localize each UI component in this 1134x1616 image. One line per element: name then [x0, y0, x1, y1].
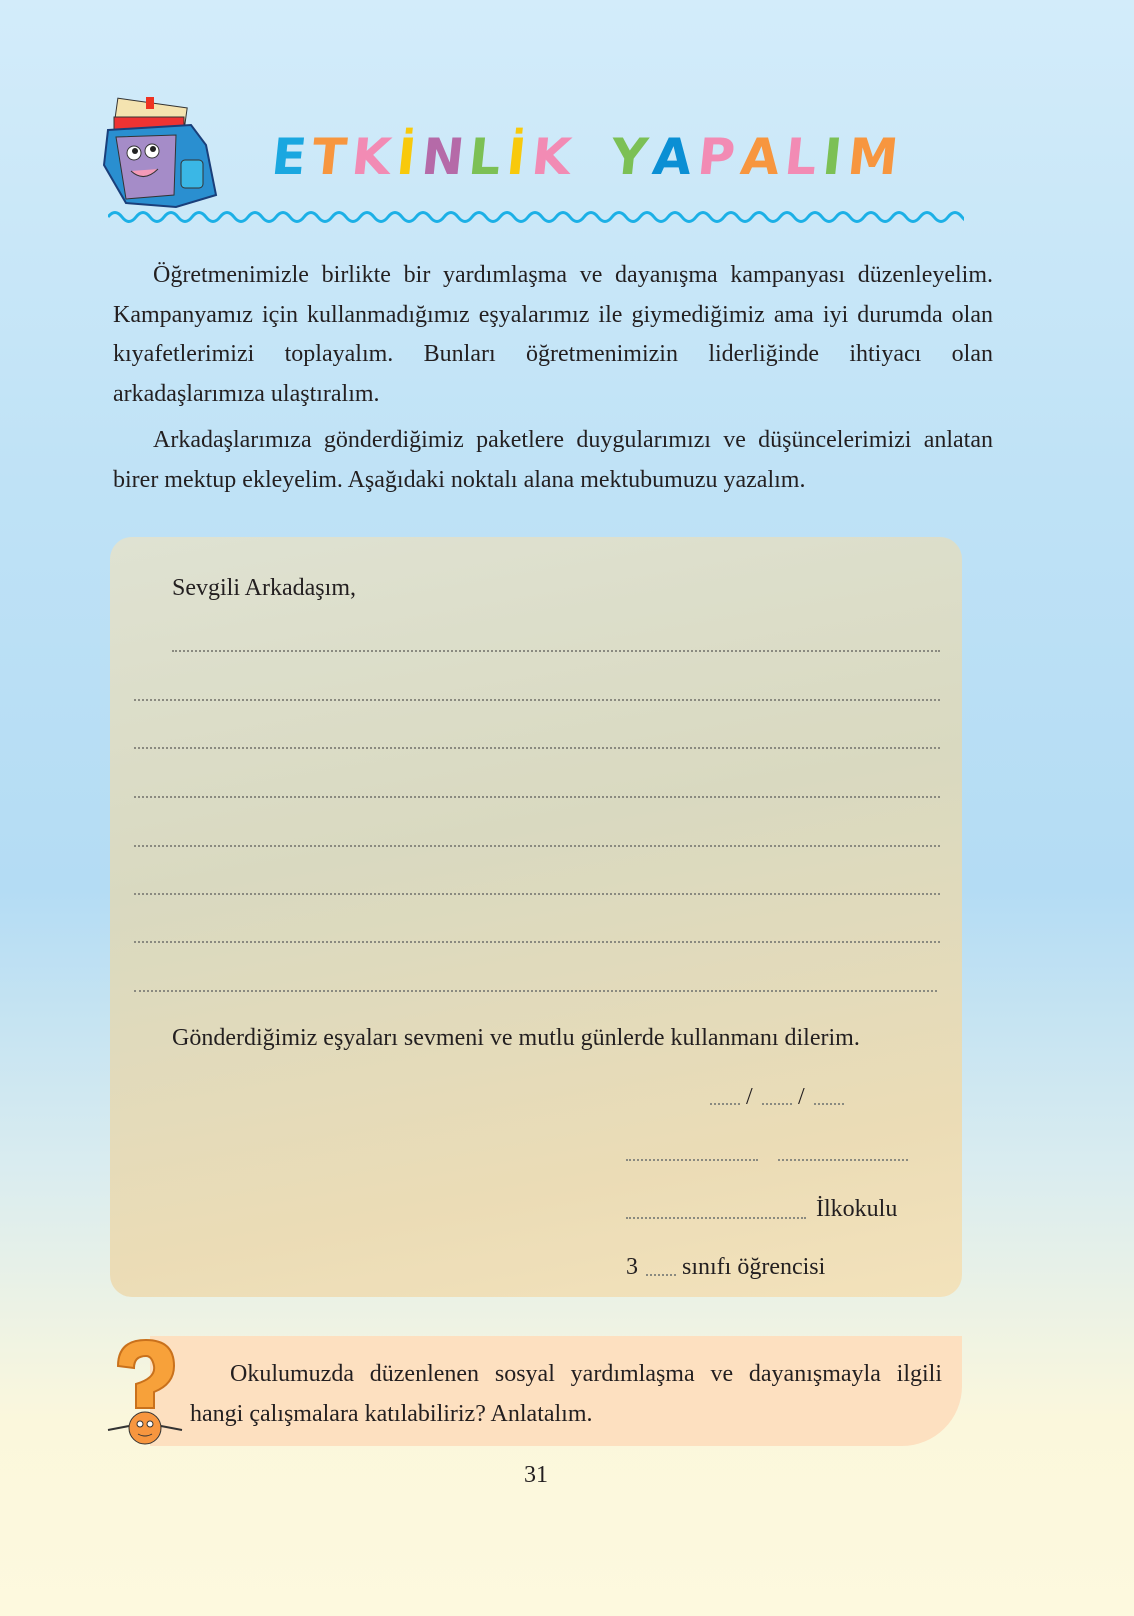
title-letter: İ [393, 128, 425, 186]
title-letter: L [781, 128, 826, 186]
question-mark-mascot-icon [104, 1336, 186, 1448]
writing-line[interactable] [172, 650, 940, 652]
date-separator: / [746, 1084, 753, 1110]
title-letter: A [649, 128, 701, 186]
backpack-mascot-icon [96, 95, 231, 215]
writing-line[interactable] [134, 796, 940, 798]
page-number: 31 [524, 1462, 548, 1488]
title-letter: N [418, 128, 473, 186]
title-letter: L [466, 128, 511, 186]
surname-field[interactable] [778, 1159, 908, 1161]
title-letter: M [844, 128, 907, 186]
writing-line[interactable] [134, 699, 940, 701]
title-letter: İ [504, 128, 536, 186]
writing-line[interactable] [134, 941, 940, 943]
instructions-paragraph-1: Öğretmenimizle birlikte bir yardımlaşma ve dayanışma kampanyası düzenleyelim. Kampanyamız için kullanmadığımız eşyalarımız ile giymediğimiz ama iyi durumda olan kıyafetlerimizi toplayalım. Bunları öğretmenimizin liderliğinde ihtiyacı olan arkadaşlarımıza ulaştıralım. [113, 262, 993, 407]
title-letter: K [349, 128, 401, 186]
title-letter: I [819, 128, 851, 186]
title-letter: Y [607, 128, 656, 186]
writing-line[interactable] [134, 747, 940, 749]
class-section-field[interactable] [646, 1274, 676, 1276]
writing-line[interactable] [134, 893, 940, 895]
title-letter: A [737, 128, 789, 186]
writing-line[interactable] [134, 845, 940, 847]
school-label: İlkokulu [816, 1196, 898, 1222]
writing-line[interactable] [134, 990, 937, 992]
class-prefix: 3 [626, 1254, 638, 1280]
date-separator: / [798, 1084, 805, 1110]
instructions-paragraph-2: Arkadaşlarımıza gönderdiğimiz paketlere duygularımızı ve düşüncelerimizi anlatan birer mektup ekleyelim. Aşağıdaki noktalı alana mektubumuzu yazalım. [113, 427, 993, 493]
date-year-field[interactable] [814, 1103, 844, 1105]
letter-greeting: Sevgili Arkadaşım, [172, 575, 356, 601]
date-day-field[interactable] [710, 1103, 740, 1105]
title-letter: T [309, 128, 356, 186]
wavy-divider [108, 208, 964, 226]
letter-closing: Gönderdiğimiz eşyaları sevmeni ve mutlu günlerde kullanmanı dilerim. [172, 1025, 860, 1051]
activity-title [268, 128, 907, 186]
title-letter: P [694, 128, 744, 186]
name-field[interactable] [626, 1159, 758, 1161]
letter-area [110, 537, 962, 1297]
instructions [113, 256, 993, 507]
date-month-field[interactable] [762, 1103, 792, 1105]
school-name-field[interactable] [626, 1217, 806, 1219]
question-text: Okulumuzda düzenlenen sosyal yardımlaşma ve dayanışmayla ilgili hangi çalışmalara katılabiliriz? Anlatalım. [190, 1361, 942, 1427]
class-suffix: sınıfı öğrencisi [682, 1254, 826, 1280]
title-letter: K [528, 128, 580, 186]
title-letter: E [268, 128, 316, 186]
